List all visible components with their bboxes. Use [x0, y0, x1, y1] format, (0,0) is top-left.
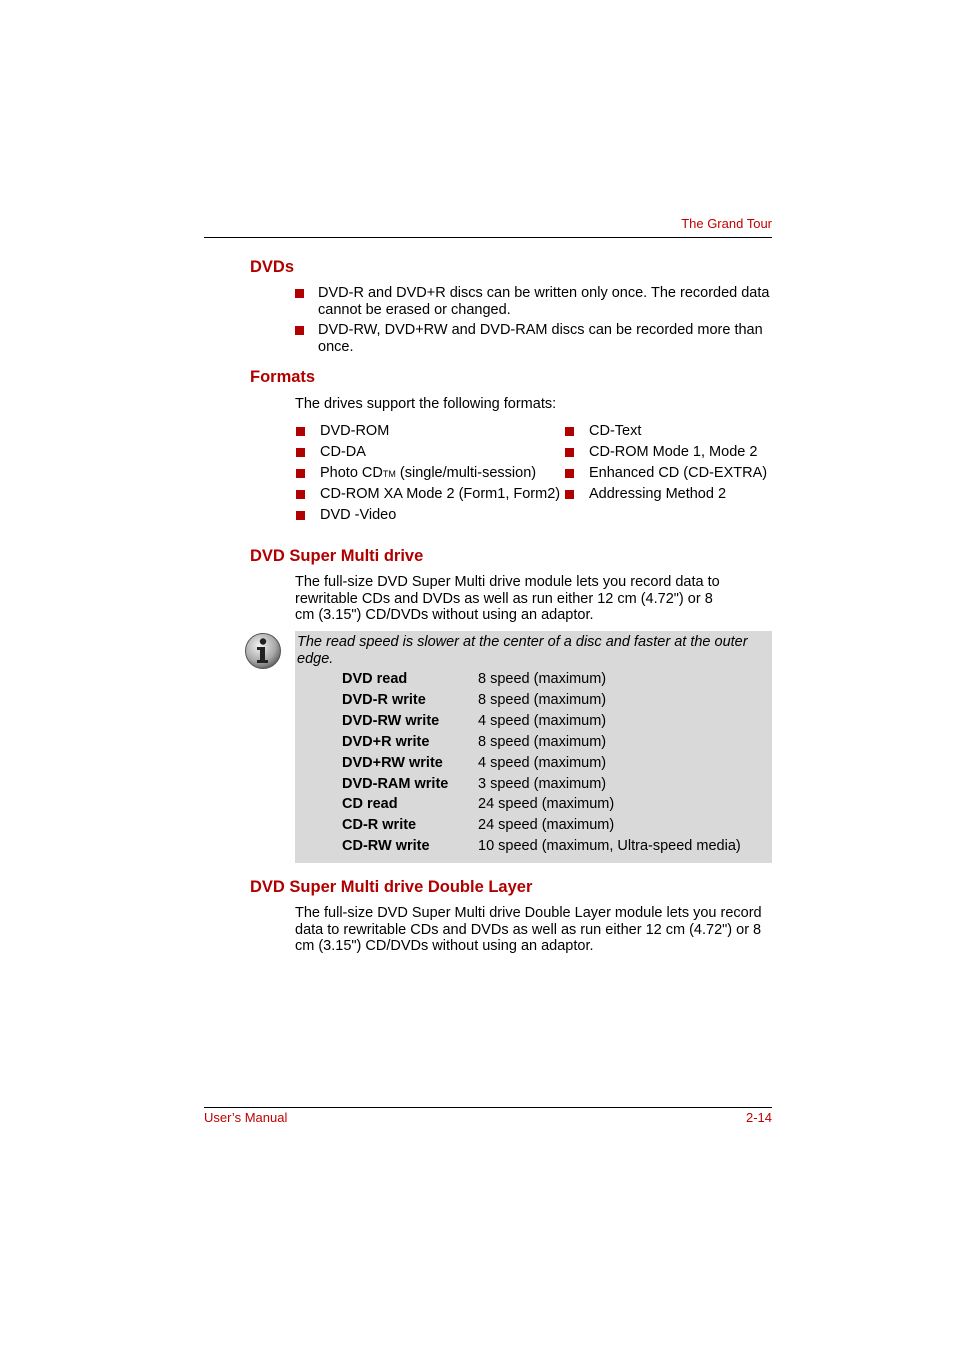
bullet-square-icon — [296, 448, 305, 457]
super-multi-body: The full-size DVD Super Multi drive module lets you record data to rewritable CDs and DVDs as well as run either 12 cm (4.72") or 8 cm (3.15") CD/DVDs without using an adaptor. — [295, 574, 720, 623]
bullet-square-icon — [296, 490, 305, 499]
trademark-mark: TM — [382, 469, 396, 479]
bullet-square-icon — [565, 427, 574, 436]
info-icon — [244, 632, 282, 670]
bullet-square-icon — [296, 511, 305, 520]
bullet-square-icon — [565, 469, 574, 478]
footer-divider — [204, 1107, 772, 1108]
bullet-square-icon — [565, 448, 574, 457]
page-number: 2-14 — [745, 1110, 772, 1125]
header-divider — [204, 237, 772, 238]
bullet-square-icon — [565, 490, 574, 499]
double-layer-body: The full-size DVD Super Multi drive Double Layer module lets you record data to rewritable CDs and DVDs as well as run either 12 cm (4.72") or 8 cm (3.15") CD/DVDs without using an adaptor. — [295, 905, 762, 954]
running-header: The Grand Tour — [681, 216, 772, 231]
bullet-square-icon — [296, 469, 305, 478]
bullet-square-icon — [295, 289, 304, 298]
list-item-text: DVD-R and DVD+R discs can be written only once. The recorded data cannot be erased or changed. — [318, 285, 770, 318]
heading-formats: Formats — [250, 368, 316, 386]
bullet-square-icon — [295, 326, 304, 335]
heading-dvds: DVDs — [250, 258, 295, 276]
heading-super-multi: DVD Super Multi drive — [250, 547, 424, 565]
list-item — [295, 322, 773, 356]
footer-manual-title: User’s Manual — [204, 1110, 288, 1125]
bullet-square-icon — [296, 427, 305, 436]
list-item — [295, 285, 773, 319]
formats-intro: The drives support the following formats: — [295, 396, 557, 412]
list-item-text: DVD-RW, DVD+RW and DVD-RAM discs can be recorded more than once. — [318, 322, 763, 355]
heading-double-layer: DVD Super Multi drive Double Layer — [250, 878, 533, 896]
note-text: The read speed is slower at the center of a disc and faster at the outer edge. — [297, 634, 748, 667]
